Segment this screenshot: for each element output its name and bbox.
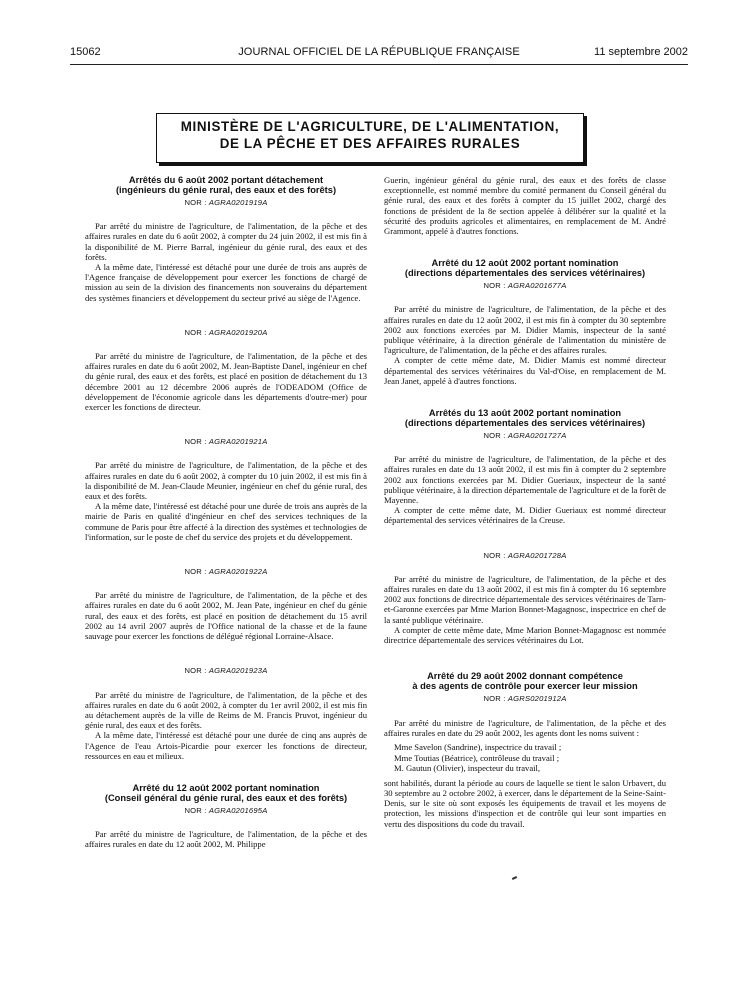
paragraph: Par arrêté du ministre de l'agriculture, de l'alimentation, de la pêche et des affaires rurales en date du 13 août 2002, il est mis fin à compter du 2 septembre 2002 aux fonctions exercées par M. Didier Gueriaux, inspecteur de la santé publique vétérinaire, à la direction départementale de l'agriculture et de la forêt de Mayenne. — [384, 454, 666, 506]
nor-reference — [384, 694, 666, 704]
nor-code: AGRA0201728A — [507, 550, 567, 560]
print-mark — [512, 876, 517, 880]
nor-label: NOR : — [184, 666, 207, 676]
page-number: 15062 — [70, 46, 101, 58]
paragraph: A compter de cette même date, M. Didier Gueriaux est nommé directeur départemental des services vétérinaires de la Creuse. — [384, 505, 666, 526]
article-title: Arrêtés du 13 août 2002 portant nomination — [428, 408, 622, 419]
nor-reference — [85, 328, 367, 338]
paragraph: A la même date, l'intéressé est détaché pour une durée de cinq ans auprès de l'Agence de l'eau Artois-Picardie pour exercer les fonctions de directeur, ressources en eau et milieux. — [85, 730, 367, 761]
nor-code: AGRA0201923A — [208, 666, 268, 676]
nor-code: AGRA0201919A — [208, 198, 268, 207]
nor-code: AGRA0201695A — [208, 805, 268, 815]
article-title: Arrêtés du 6 août 2002 portant détachement — [128, 175, 324, 185]
nor-label: NOR : — [184, 437, 207, 447]
paragraph: Par arrêté du ministre de l'agriculture, de l'alimentation, de la pêche et des affaires rurales en date du 6 août 2002, M. Jean-Baptiste Danel, ingénieur en chef du génie rural, des eaux et des forêts, est placé en position de détachement du 13 décembre 2001 au 12 décembre 2006 auprès de l'ODEADOM (Office de développement de l'économie agricole dans les départements d'outre-mer) pour exercer les fonctions de directeur. — [85, 351, 367, 413]
paragraph: A la même date, l'intéressé est détaché pour une durée de trois ans auprès de la mairie de Paris en qualité d'ingénieur en chef des services techniques de la commune de Paris pour être affecté à la direction des systèmes et technologies de l'information, sur le poste de chef du service des projets et du développement. — [85, 501, 367, 542]
article-subtitle: (ingénieurs du génie rural, des eaux et des forêts) — [115, 185, 337, 195]
article-subtitle: (directions départementales des services vétérinaires) — [404, 268, 646, 279]
nor-reference — [85, 806, 367, 816]
ministry-title-box — [156, 113, 584, 163]
agent-name: Mme Toutias (Béatrice), contrôleuse du travail ; — [394, 752, 560, 763]
nor-reference — [384, 551, 666, 561]
nor-code: AGRA0201922A — [208, 567, 268, 577]
nor-code: AGRA0201677A — [507, 281, 567, 291]
right-column — [384, 175, 666, 829]
paragraph: Par arrêté du ministre de l'agriculture, de l'alimentation, de la pêche et des affaires rurales en date du 13 août 2002, il est mis fin à compter du 16 septembre 2002 aux fonctions de directrice départementale des services vétérinaires de Tarn-et-Garonne exercées par Mme Marion Bonnet-Magagnosc, inspectrice en chef de la santé publique vétérinaire. — [384, 573, 666, 625]
nor-code: AGRA0201921A — [208, 437, 268, 447]
article-title: Arrêté du 29 août 2002 donnant compétence — [427, 671, 623, 682]
nor-code: AGRA0201920A — [208, 327, 268, 337]
nor-label: NOR : — [483, 550, 506, 560]
article-subtitle: à des agents de contrôle pour exercer leur mission — [412, 681, 638, 692]
paragraph: Par arrêté du ministre de l'agriculture, de l'alimentation, de la pêche et des affaires rurales en date du 6 août 2002, M. Jean Pate, ingénieur en chef du génie rural, des eaux et des forêts, est placé en position de détachement du 15 avril 2002 au 14 avril 2007 auprès de l'Office national de la chasse et de la faune sauvage pour exercer les fonctions de délégué régional Lorraine-Alsace. — [85, 590, 367, 642]
paragraph: Par arrêté du ministre de l'agriculture, de l'alimentation, de la pêche et des affaires rurales en date du 12 août 2002, il est mis fin à compter du 30 septembre 2002 aux fonctions exercées par M. Didier Mamis, inspecteur de la santé publique vétérinaire, à la direction générale de l'alimentation du ministère de l'agriculture, de l'alimentation, de la pêche et des affaires rurales. — [384, 304, 666, 356]
agent-name: Mme Savelon (Sandrine), inspectrice du travail ; — [394, 741, 562, 752]
journal-title: JOURNAL OFFICIEL DE LA RÉPUBLIQUE FRANÇAISE — [238, 46, 520, 58]
paragraph: Par arrêté du ministre de l'agriculture, de l'alimentation, de la pêche et des affaires rurales en date du 6 août 2002, à compter du 10 juin 2002, il est mis fin à la disponibilité de M. Jean-Claude Meunier, ingénieur en chef du génie rural, des eaux et des forêts. — [85, 460, 367, 502]
nor-label: NOR : — [483, 694, 506, 704]
paragraph-continued: Guerin, ingénieur général du génie rural, des eaux et des forêts de classe exceptionnelle, est nommé membre du comité permanent du Conseil général du génie rural, des eaux et des forêts à compter du 15 juillet 2002, chargé des fonctions de président de la 8e section appelée à délibérer sur la qualité et la sécurité des produits agricoles et alimentaires, en remplacement de M. André Grammont, appelé à d'autres fonctions. — [384, 175, 666, 237]
paragraph: Par arrêté du ministre de l'agriculture, de l'alimentation, de la pêche et des affaires rurales en date du 6 août 2002, à compter du 24 juin 2002, il est mis fin à la disponibilité de M. Pierre Barral, ingénieur du génie rural, des eaux et des forêts. — [85, 221, 367, 262]
nor-label: NOR : — [184, 327, 207, 337]
header-rule — [70, 64, 688, 65]
nor-reference — [384, 431, 666, 441]
nor-label: NOR : — [184, 198, 207, 207]
nor-reference — [85, 437, 367, 447]
paragraph: Par arrêté du ministre de l'agriculture, de l'alimentation, de la pêche et des affaires rurales en date du 29 août 2002, les agents dont les noms suivent : — [384, 717, 666, 738]
paragraph: Par arrêté du ministre de l'agriculture, de l'alimentation, de la pêche et des affaires rurales en date du 6 août 2002, à compter du 1er avril 2002, il est mis fin au détachement auprès de la ville de Reims de M. Francis Pruvot, ingénieur du génie rural, des eaux et des forêts. — [85, 689, 367, 731]
nor-label: NOR : — [184, 805, 207, 815]
nor-code: AGRS0201912A — [507, 694, 567, 704]
ministry-title-line2: DE LA PÊCHE ET DES AFFAIRES RURALES — [219, 136, 521, 151]
nor-label: NOR : — [184, 567, 207, 577]
left-column — [85, 175, 367, 850]
nor-reference — [384, 281, 666, 291]
paragraph: A compter de cette même date, M. Didier Mamis est nommé directeur départemental des services vétérinaires du Val-d'Oise, en remplacement de M. Jean Janet, appelé à d'autres fonctions. — [384, 355, 666, 386]
publication-date: 11 septembre 2002 — [594, 46, 688, 58]
article-subtitle: (directions départementales des services vétérinaires) — [404, 418, 646, 429]
article-subtitle: (Conseil général du génie rural, des eaux et des forêts) — [104, 792, 348, 803]
nor-reference — [85, 666, 367, 676]
nor-label: NOR : — [483, 431, 506, 441]
agent-list — [394, 742, 666, 774]
ministry-title-line1: MINISTÈRE DE L'AGRICULTURE, DE L'ALIMENTATION, — [180, 119, 560, 134]
paragraph: A la même date, l'intéressé est détaché pour une durée de trois ans auprès de l'Agence française de développement pour exercer les fonctions de chargé de mission au sein de la division des financements non souverains du département des systèmes financiers et développement du secteur privé au siège de l'Agence. — [85, 262, 367, 303]
article-title: Arrêté du 12 août 2002 portant nomination — [132, 782, 320, 793]
paragraph: Par arrêté du ministre de l'agriculture, de l'alimentation, de la pêche et des affaires rurales en date du 12 août 2002, M. Philippe — [85, 829, 367, 850]
article-title: Arrêté du 12 août 2002 portant nomination — [431, 258, 619, 269]
paragraph: A compter de cette même date, Mme Marion Bonnet-Magagnosc est nommée directrice départementale des services vétérinaires du Lot. — [384, 624, 666, 646]
agent-name: M. Gautun (Olivier), inspecteur du travail, — [394, 763, 541, 774]
nor-code: AGRA0201727A — [507, 431, 567, 441]
nor-reference — [85, 567, 367, 577]
running-header — [70, 46, 688, 62]
nor-label: NOR : — [483, 281, 506, 291]
nor-reference — [85, 198, 367, 208]
paragraph: sont habilités, durant la période au cours de laquelle se tient le salon Urbavert, du 30 septembre au 2 octobre 2002, à exercer, dans le département de la Seine-Saint-Denis, sur le site où sont exposés les équipements de travail et les moyens de protection, les missions d'inspection et de contrôle qui leur sont imparties en vertu des dispositions du code du travail. — [384, 777, 666, 829]
